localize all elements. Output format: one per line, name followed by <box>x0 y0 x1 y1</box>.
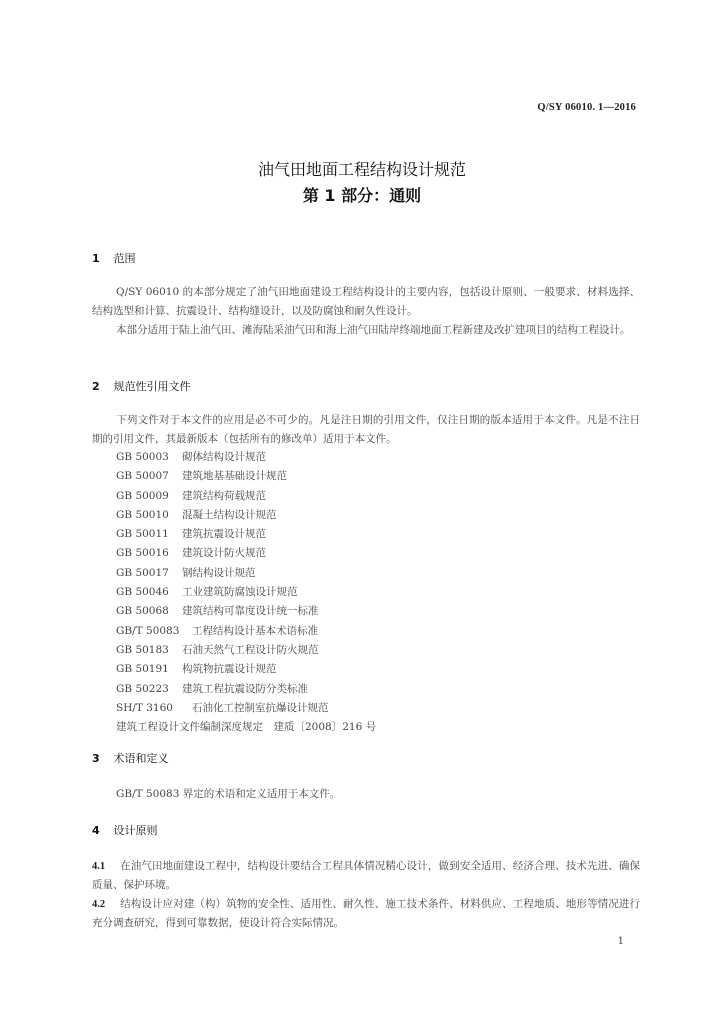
clause-number: 4.2 <box>92 899 106 910</box>
list-item <box>116 660 376 679</box>
section-number: 2 <box>92 380 100 393</box>
ref-title: 建筑结构可靠度设计统一标准 <box>182 605 319 618</box>
ref-title: 砌体结构设计规范 <box>182 451 266 463</box>
section-title: 术语和定义 <box>113 752 169 765</box>
paragraph: 下列文件对于本文件的应用是必不可少的。凡是注日期的引用文件，仅注日期的版本适用于本文件。凡是不注日期的引用文件，其最新版本（包括所有的修改单）适用于本文件。 <box>92 414 640 445</box>
list-item <box>116 506 376 525</box>
ref-code: GB 50183 <box>116 643 169 656</box>
section-number: 4 <box>92 824 100 837</box>
ref-code: GB 50046 <box>116 586 169 599</box>
section-number: 1 <box>92 252 100 265</box>
section-1-heading <box>92 250 136 266</box>
ref-code: GB/T 50083 <box>116 624 180 637</box>
section-title: 范围 <box>113 252 136 265</box>
list-item <box>116 641 376 660</box>
list-item <box>116 467 376 486</box>
list-item <box>116 718 376 737</box>
section-4-heading <box>92 822 158 838</box>
page-number: 1 <box>617 936 624 947</box>
list-item <box>116 622 376 641</box>
ref-code: GB 50010 <box>116 508 169 521</box>
ref-code: GB 50011 <box>116 528 169 541</box>
paragraph: GB/T 50083 界定的术语和定义适用于本文件。 <box>116 788 341 800</box>
section-2-heading <box>92 378 191 394</box>
document-subtitle: 第 1 部分：通则 <box>302 186 422 205</box>
document-title: 油气田地面工程结构设计规范 <box>257 160 466 179</box>
clause-number: 4.1 <box>92 861 106 872</box>
paragraph: Q/SY 06010 的本部分规定了油气田地面建设工程结构设计的主要内容，包括设计原则、一般要求、材料选择、结构选型和计算、抗震设计、结构缝设计，以及防腐蚀和耐久性设计。 <box>92 286 640 317</box>
ref-title: 钢结构设计规范 <box>182 566 256 579</box>
ref-code: SH/T 3160 <box>116 701 173 714</box>
ref-title: 建筑工程抗震设防分类标准 <box>182 682 308 695</box>
ref-title: 建筑地基基础设计规范 <box>182 470 287 483</box>
ref-title: 建筑工程设计文件编制深度规定 建质〔2008〕216 号 <box>116 721 377 734</box>
section-title: 设计原则 <box>113 824 158 837</box>
paragraph: 本部分适用于陆上油气田、滩海陆采油气田和海上油气田陆岸终端地面工程新建及改扩建项目的结构工程设计。 <box>116 324 631 336</box>
ref-title: 建筑结构荷载规范 <box>182 489 266 502</box>
standard-code-header: Q/SY 06010. 1—2016 <box>537 102 636 113</box>
reference-list <box>116 448 376 737</box>
ref-code: GB 50191 <box>116 663 169 676</box>
ref-title: 石油天然气工程设计防火规范 <box>182 643 319 656</box>
ref-title: 混凝土结构设计规范 <box>182 508 277 521</box>
ref-title: 建筑抗震设计规范 <box>182 528 266 541</box>
list-item <box>116 602 376 621</box>
list-item <box>116 487 376 506</box>
ref-title: 构筑物抗震设计规范 <box>182 663 277 676</box>
section-title: 规范性引用文件 <box>113 380 191 393</box>
ref-code: GB 50009 <box>116 489 169 502</box>
list-item <box>116 583 376 602</box>
section-3-heading <box>92 750 169 766</box>
ref-title: 建筑设计防火规范 <box>182 547 266 560</box>
clause-4-1: 4.1 在油气田地面建设工程中，结构设计要结合工程具体情况精心设计，做到安全适用、经济合理、技术先进、确保质量、保护环境。 <box>92 857 640 895</box>
ref-code: GB 50017 <box>116 566 169 579</box>
ref-code: GB 50007 <box>116 470 169 483</box>
list-item <box>116 525 376 544</box>
ref-title: 石油化工控制室抗爆设计规范 <box>192 701 329 714</box>
ref-code: GB 50016 <box>116 547 169 560</box>
list-item <box>116 544 376 563</box>
ref-code: GB 50223 <box>116 682 169 695</box>
clause-4-2: 4.2 结构设计应对建（构）筑物的安全性、适用性、耐久性、施工技术条件、材料供应、工程地质、地形等情况进行充分调查研究，得到可靠数据，使设计符合实际情况。 <box>92 895 640 933</box>
list-item <box>116 680 376 699</box>
list-item <box>116 564 376 583</box>
ref-title: 工程结构设计基本术语标准 <box>192 624 318 637</box>
list-item <box>116 699 376 718</box>
ref-code: GB 50003 <box>116 451 169 463</box>
section-number: 3 <box>92 752 100 765</box>
ref-code: GB 50068 <box>116 605 169 618</box>
ref-title: 工业建筑防腐蚀设计规范 <box>182 586 298 599</box>
list-item <box>116 448 376 467</box>
